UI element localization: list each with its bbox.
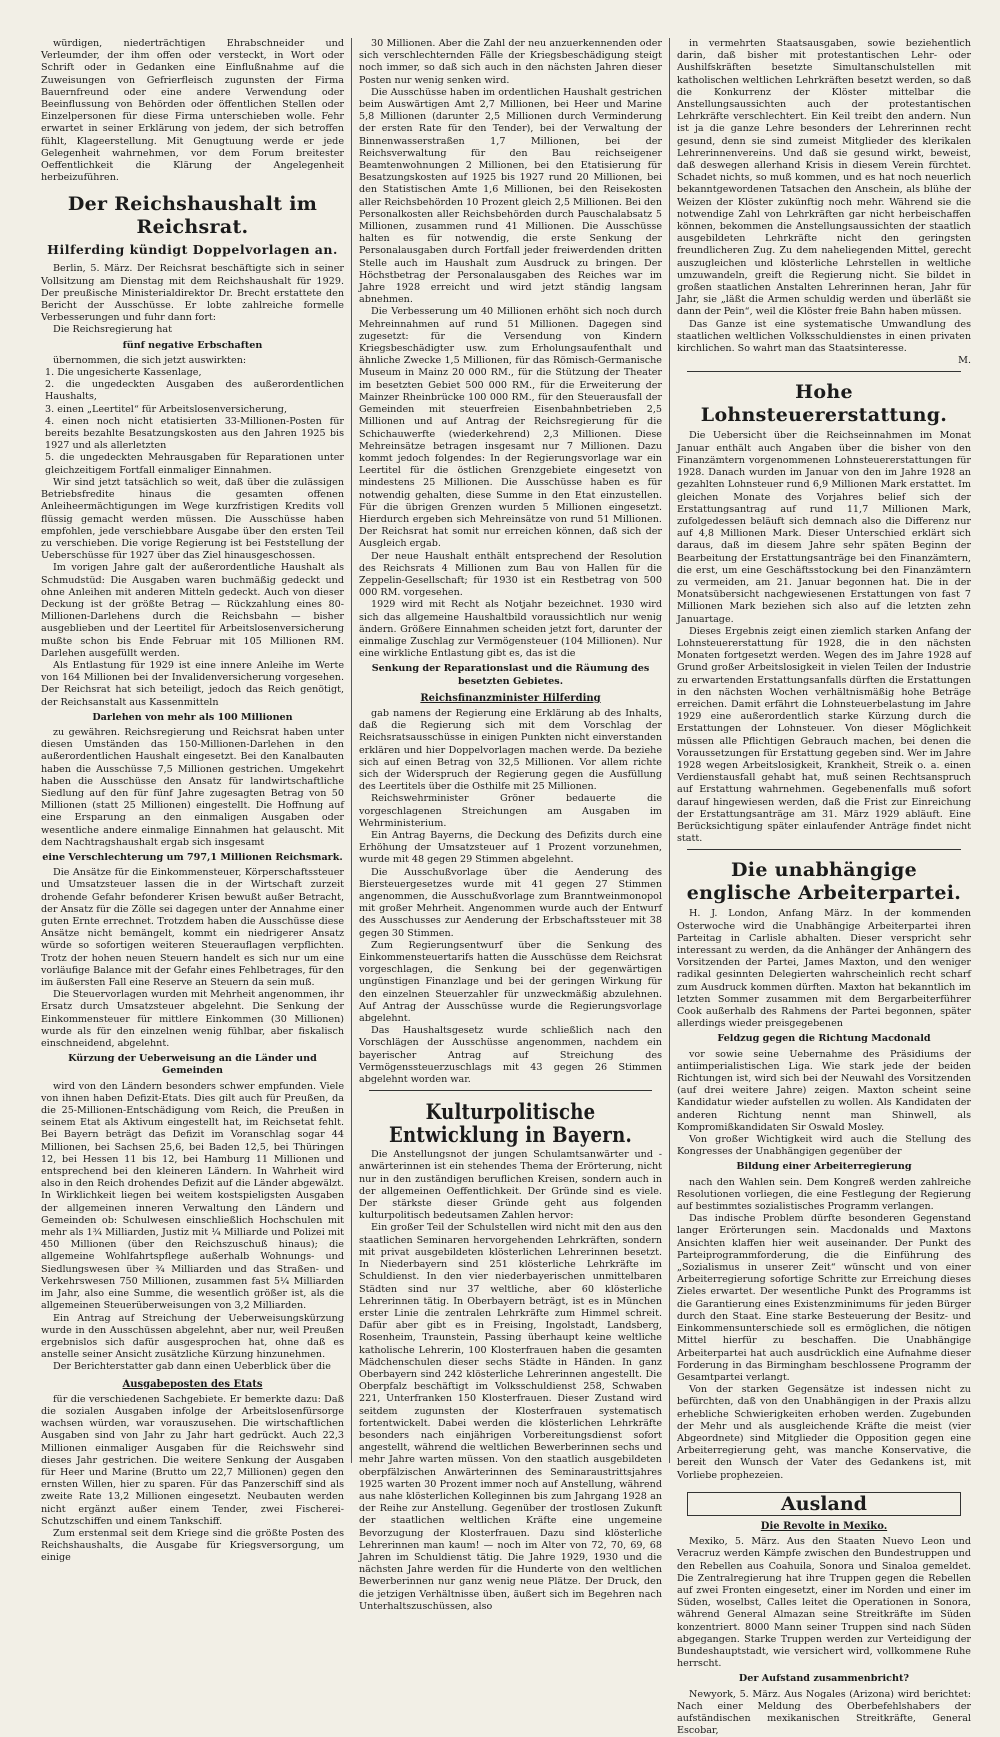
- paragraph: Der Berichterstatter gab dann einen Ueberblick über die: [53, 1361, 331, 1373]
- paragraph: gab namens der Regierung eine Erklärung ab des Inhalts, daß die Regierung sich mit dem Vorschlag der Reichsratsausschüsse in einigen Punkten nicht einverstanden erklären und hier Doppelvorlagen machen werde. Da beziehe sich auf einen Betrag von 32,5 Millionen. Vor allem richte sich der Widerspruch der Regierung gegen die Ausfüllung des Leertitels über die Osthilfe mit 25 Millionen.: [359, 707, 662, 793]
- paragraph: für die verschiedenen Sachgebiete. Er bemerkte dazu: Daß die sozialen Ausgaben infolge der Arbeitslosenfürsorge wachsen würden, war vorauszusehen. Die wirtschaftlichen Ausgaben sind von Jahr zu Jahr hart gedrückt. Auch 22,3 Millionen einmaliger Ausgaben für die Reichswehr sind dieses Jahr gestrichen. Die weitere Senkung der Ausgaben für Heer und Marine (Brutto um 22,7 Millionen) gegen den ernsten Willen, hier zu sparen. Für das Panzerschiff sind als zweite Rate 13,2 Millionen eingesetzt. Neubauten werden nicht ergänzt außer einem Tender, zwei Fischerei-Schutzschiffen und einem Tankschiff.: [41, 1393, 344, 1527]
- section-heading: Bildung einer Arbeiterregierung: [736, 1161, 912, 1173]
- column-3: [670, 38, 978, 1737]
- author-signature: M.: [958, 355, 971, 367]
- section-heading: Darlehen von mehr als 100 Millionen: [92, 711, 293, 723]
- paragraph: Im vorigen Jahre galt der außerordentliche Haushalt als Schmudstüd: Die Ausgaben waren buchmäßig gedeckt und ohne Anleihen mit anderen Mitteln gedeckt. Auch von dieser Deckung ist der größte Betrag — Rückzahlung eines 80-Millionen-Darlehens durch die Reichsbahn — bisher ausgeblieben und der Leertitel für Arbeitslosenversicherung mußte schon bis Ende Februar mit 105 Millionen RM. Darlehen ausgefüllt werden.: [41, 562, 344, 659]
- paragraph: Ein großer Teil der Schulstellen wird nicht mit den aus den staatlichen Seminaren hervorgehenden Lehrkräften, sondern mit privat ausgebildeten klösterlichen Lehrerinnen besetzt. In Niederbayern sind 251 klösterliche Lehrkräfte im Schuldienst. In den vier niederbayerischen unmittelbaren Städten sind nur 37 weltliche, aber 60 klösterliche Lehrerinnen tätig. In Oberbayern beträgt, ist es in München erster Linie die zentralen Lehrkräfte zum Himmel schreit. Dafür aber gibt es in Freising, Ingolstadt, Landsberg, Rosenheim, Traunstein, Passing überhaupt keine weltliche katholische Lehrerin, 100 Klosterfrauen haben die gesamten Mädchenschulen dieser sechs Städte in Händen. In ganz Oberbayern sind 242 klösterliche Lehrerinnen angestellt. Die Oberpfalz beschäftigt im Volksschuldienst 258, Schwaben 221, Unterfranken 150 Klosterfrauen. Dieser Zustand wird seitdem zugunsten der Klosterfrauen systematisch fortentwickelt. Dabei werden die klösterlichen Lehrkräfte besonders nach einjährigen Vorbereitungsdienst sofort angestellt, während die weltlichen Bewerberinnen sechs und mehr Jahre warten müssen. Von den staatlich ausgebildeten oberpfälzischen Anwärterinnen des Seminaraustrittsjahres 1925 warten 30 Prozent immer noch auf Anstellung, während aus nahe klösterlichen Kolleginnen bis zum Jahrgang 1928 an der Reihe zur Anstellung. Gegenüber der trostlosen Zukunft der staatlichen weltlichen Kräfte eine ungemeine Bevorzugung der Klosterfrauen. Dazu sind klösterliche Lehrerinnen man kaum! — noch im Alter von 72, 70, 69, 68 Jahren im Schuldienst tätig. Die Jahre 1929, 1930 und die nächsten Jahre werden für die Hunderte von den weltlichen Bewerberinnen nur ganz wenig neue Plätze. Der Druck, den die jetzigen Verhältnisse üben, äußert sich im Begehren nach Unterhaltszuschüssen, also: [359, 1222, 662, 1612]
- divider: [687, 371, 961, 372]
- paragraph: Das Ganze ist eine systematische Umwandlung des staatlichen weltlichen Volksschuldienstes in einen privaten kirchlichen. So wahrt man das Staatsinteresse.: [677, 318, 971, 355]
- section-heading: Reichsfinanzminister Hilferding: [420, 692, 601, 704]
- headline-reichshaushalt: Der Reichshaushalt im Reichsrat.: [67, 193, 318, 239]
- list-item: 1. Die ungesicherte Kassenlage,: [45, 367, 202, 379]
- paragraph: Das indische Problem dürfte besonderen Gegenstand langer Erörterungen sein. Macdonalds und Maxtons Ansichten klaffen hier weit auseinander. Der Punkt des Parteiprogrammforderung, die die Einführung des „Sozialismus in unserer Zeit“ wünscht und von einer Arbeiterregierung sofortige Schritte zur Erreichung dieses Zieles erwartet. Der wesentliche Punkt des Programms ist die Garantierung eines Existenzminimums für jeden Bürger durch den Staat. Eine starke Besteuerung der Besitz- und Einkommensunterschiede soll es ermöglichen, die nötigen Mittel hierfür zu beschaffen. Die Unabhängige Arbeiterpartei hat auch ausdrücklich eine Aufnahme dieser Forderung in das Birmingham beschlossene Programm der Gesamtpartei verlangt.: [677, 1213, 971, 1383]
- paragraph: wird von den Ländern besonders schwer empfunden. Viele von ihnen haben Defizit-Etats. Dies gilt auch für Preußen, da die 25-Millionen-Entschädigung vom Reich, die Preußen in seinem Etat als Aktivum eingestellt hat, im Reichsetat fehlt. Bei Bayern beträgt das Defizit im Voranschlag sogar 44 Millionen, bei Sachsen 25,6, bei Baden 12,5, bei Thüringen 12, bei Hessen 11 bis 12, bei Hamburg 11 Millionen und entsprechend bei den kleineren Ländern. In Wahrheit wird also in den Reich drohendes Defizit auf die Länder abgewälzt. In Wirklichkeit liegen bei weitem kostspieligsten Ausgaben der allgemeinen inneren Verwaltung den Ländern und Gemeinden ob: Schulwesen einschließlich Hochschulen mit mehr als 1¾ Milliarden, Justiz mit ¼ Milliarde und Polizei mit 450 Millionen (über den Reichszuschuß hinaus); die allgemeine Wohlfahrtspflege außerhalb Wohnungs- und Siedlungswesen über ¾ Milliarden und das Straßen- und Verkehrswesen 750 Millionen, zusammen fast 5¼ Milliarden im Jahr, also eine Summe, die wesentlich größer ist, als die allgemeinen Steuerüberweisungen von 3,2 Milliarden.: [41, 1080, 344, 1312]
- paragraph: Die Anstellungsnot der jungen Schulamtsanwärter und -anwärterinnen ist ein stehendes Thema der Erörterung, nicht nur in den zuständigen beruflichen Kreisen, sondern auch in der allgemeinen Oeffentlichkeit. Der Gründe sind es viele. Der stärkste dieser Gründe geht aus folgenden kulturpolitisch bedeutsamen Zahlen hervor:: [359, 1149, 662, 1222]
- section-box-ausland: Ausland: [687, 1492, 961, 1516]
- headline-lohnsteuer: Hohe Lohnsteuererstattung.: [700, 381, 948, 427]
- list-item: 4. einen noch nicht etatisierten 33-Millionen-Posten für bereits bezahlte Besatzungskosten aus den Jahren 1925 bis 1927 und als allerletzten: [45, 415, 344, 452]
- paragraph: Zum erstenmal seit dem Kriege sind die größte Posten des Reichshaushalts, die Ausgabe für Kriegsversorgung, um einige: [41, 1527, 344, 1564]
- paragraph: Die Ausschüsse haben im ordentlichen Haushalt gestrichen beim Auswärtigen Amt 2,7 Millionen, bei Heer und Marine 5,8 Millionen (darunter 2,5 Millionen durch Verminderung der ersten Rate für den Tender), bei der Verwaltung der Binnenwasserstraßen 1,7 Millionen, bei der Reichsverwaltung für den Bau reichseigener Beamtenwohnungen 2 Millionen, bei den Etatisierung für Besatzungskosten auf 1925 bis 1927 rund 20 Millionen, bei den Statistischen Amte 1,6 Millionen, bei den Reisekosten aller Reichsbehörden 10 Prozent gleich 2,5 Millionen. Bei den Personalkosten aller Reichsbehörden durch Pauschalabsatz 5 Millionen, zusammen rund 41 Millionen. Die Ausschüsse halten es für notwendig, die erste Senkung der Personalausgaben durch Fortfall jeder freiwerdenden dritten Stelle auch im Haushalt zum Ausdruck zu bringen. Der Höchstbetrag der Personalausgaben des Reiches war im Jahre 1928 erreicht und wird jetzt ständig langsam abnehmen.: [359, 86, 662, 306]
- paragraph: Die Uebersicht über die Reichseinnahmen im Monat Januar enthält auch Angaben über die bisher von den Finanzämtern vorgenommenen Lohnsteuererstattungen für 1928. Danach wurden im Januar von den im Jahre 1928 an gezahlten Lohnsteuer rund 6,9 Millionen Mark erstattet. Im gleichen Monate des Vorjahres belief sich der Erstattungsantrag auf rund 11,7 Millionen Mark, zufolgedessen beläuft sich demnach also die Differenz nur auf 4,8 Millionen Mark. Dieser Unterschied erklärt sich daraus, daß im diesem Jahre sehr späten Beginn der Bearbeitung der Erstattungsanträge bei den Finanzämtern, die erst, um eine Geschäftsstockung bei den Finanzämtern zu vermeiden, am 21. Januar begonnen hat. Die in der Monatsübersicht nachgewiesenen Erstattungen von fast 7 Millionen Mark beziehen sich also auf die letzten zehn Januartage.: [677, 430, 971, 625]
- paragraph: Zum Regierungsentwurf über die Senkung des Einkommensteuertarifs hatten die Ausschüsse dem Reichsrat vorgeschlagen, die Senkung bei der gegenwärtigen ungünstigen Finanzlage und bei der geringen Wirkung für den einzelnen Steuerzahler für unzweckmäßig abzulehnen. Auf Antrag der Ausschüsse wurde die Regierungsvorlage abgelehnt.: [359, 939, 662, 1025]
- divider: [687, 849, 961, 850]
- list-item: 5. die ungedeckten Mehrausgaben für Reparationen unter gleichzeitigem Fortfall einmaliger Einnahmen.: [45, 452, 344, 476]
- paragraph: Als Entlastung für 1929 ist eine innere Anleihe im Werte von 164 Millionen bei der Invalidenversicherung vorgesehen. Der Reichsrat hat sich beteiligt, jedoch das Reich genötigt, der Reichsanstalt aus Kassenmitteln: [41, 659, 344, 708]
- paragraph: Die Steuervorlagen wurden mit Mehrheit angenommen, ihr Ersatz durch Umsatzsteuer abgelehnt. Die Senkung der Einkommensteuer für mittlere Einkommen (30 Millionen) wurde als für den einzelnen wenig fühlbar, aber fiskalisch einschneidend, abgelehnt.: [41, 989, 344, 1050]
- paragraph: Dieses Ergebnis zeigt einen ziemlich starken Anfang der Lohnsteuererstattung für 1928, die in den nächsten Monaten fortgesetzt werden. Wegen des im Jahre 1928 auf Grund großer Arbeitslosigkeit in vielen Teilen der Industrie zu erwartenden Erstattungsanfalls dürften die Erstattungen in den nächsten Wochen verhältnismäßig hohe Beträge erreichen. Damit erfährt die Lohnsteuerbelastung im Jahre 1929 eine außerordentlich starke Kürzung durch die Erstattungen der Lohnsteuer. Von dieser Möglichkeit müssen alle Pflichtigen Gebrauch machen, bei denen die Voraussetzungen für Erstattung gegeben sind. Wer im Jahre 1928 wegen Arbeitslosigkeit, Krankheit, Streik o. a. einen Verdienstausfall gehabt hat, muß seinen Rechtsanspruch auf Erstattung wahrnehmen. Gegebenenfalls muß sofort darauf hingewiesen werden, daß die Frist zur Einreichung der Erstattungsanträge am 31. März 1929 abläuft. Eine Berücksichtigung später einlaufender Anträge findet nicht statt.: [677, 625, 971, 845]
- section-heading: Der Aufstand zusammenbricht?: [738, 1673, 910, 1685]
- section-heading: Senkung der Reparationslast und die Räumung des besetzten Gebietes.: [371, 663, 650, 687]
- list-item: 3. einen „Leertitel“ für Arbeitslosenversicherung,: [45, 403, 288, 415]
- paragraph: in vermehrten Staatsausgaben, sowie beziehentlich darin, daß bisher mit protestantischen Lehr- oder Aushilfskräften besetzte Simultanschulstellen mit katholischen weltlichen Lehrkräften besetzt werden, so daß die Konkurrenz der Klöster mittelbar die Anstellungsaussichten auch der protestantischen Lehrkräfte verschlechtert. Ein Keil treibt den andern. Nun ist ja die ganze Lehre besonders der Lehrerinnen recht gesund, denn sie sind zumeist Mitglieder des klerikalen Lehrerinnenvereins. Und daß sie gesund wirkt, beweist, daß deswegen allerhand Krisis in diesem Verein fürchtet. Schadet nichts, so muß kommen, und es hat noch neuerlich bekanntgewordenen Tatsachen den Anschein, als blühe der Weizen der Klöster zukünftig noch mehr. Während sie die notwendige Zahl von Lehrkräften gar nicht herbeischaffen können, bekommen die Anstellungsaussichten der staatlich ausgebildeten Lehrkräfte nicht den geringsten freundlicheren Zug. Zu dem naheliegenden Mittel, gerecht auszugleichen und klösterliche Lehrstellen in weltliche umzuwandeln, greift die Regierung nicht. Sie bildet in großen staatlichen Anstalten Lehrerinnen heran, Jahr für Jahr, sie „läßt die Armen schuldig werden und überläßt sie dann der Pein“, weil die Klöster freie Bahn haben müssen.: [677, 38, 971, 318]
- emphasis-line: fünf negative Erbschaften: [122, 339, 263, 351]
- section-heading: eine Verschlechterung um 797,1 Millionen Reichsmark.: [42, 851, 343, 863]
- column-1: [34, 38, 352, 1564]
- headline-kulturpolitik: Kulturpolitische Entwicklung in Bayern.: [388, 1099, 633, 1148]
- paragraph: vor sowie seine Uebernahme des Präsidiums der antiimperialistischen Liga. Wie stark jede der beiden Richtungen ist, wird sich bei der Neuwahl des Vorsitzenden (auf drei weitere Jahre) zeigen. Maxton scheint seine Kandidatur wieder aufstellen zu wollen. Als Kandidaten der anderen Richtung nennt man Shinwell, als Kompromißkandidaten Sir Oswald Mosley.: [677, 1048, 971, 1133]
- paragraph: Ein Antrag auf Streichung der Ueberweisungskürzung wurde in den Ausschüssen abgelehnt, aber nur, weil Preußen ergebnislos sich dafür ausgesprochen hat, ohne daß es anstelle seiner Ansicht zusätzliche Kürzung hinzunehmen.: [41, 1312, 344, 1361]
- list-item: 2. die ungedeckten Ausgaben des außerordentlichen Haushalts,: [45, 379, 344, 403]
- section-heading: Die Revolte in Mexiko.: [760, 1520, 888, 1532]
- paragraph: Von der starken Gegensätze ist indessen nicht zu befürchten, daß von den Unabhängigen in der Praxis allzu erhebliche Schwierigkeiten erhoben werden. Zugebunden der Mehr und als ausgleichende Kräfte die meist (vier Abgeordnete) sind Mitglieder die Opposition gegen eine Arbeiterregierung geht, was manche Konservative, die bereit den Wunsch der Vater des Gedankens ist, mit Vorliebe prophezeien.: [677, 1384, 971, 1481]
- paragraph: H. J. London, Anfang März. In der kommenden Osterwoche wird die Unabhängige Arbeiterpartei ihren Parteitag in Carlisle abhalten. Dieser verspricht sehr interessant zu werden, da die Anhänger der Anhängern des Vorsitzenden der Partei, James Maxton, und den weniger radikal gesinnten Delegierten wahrscheinlich recht scharf zum Ausdruck kommen dürften. Maxton hat bekanntlich im letzten Sommer zusammen mit dem Bergarbeiterführer Cook außerhalb des Rahmens der Partei begonnen, später allerdings wieder preisgegebenen: [677, 908, 971, 1030]
- paragraph: Die Ausschußvorlage über die Aenderung des Biersteuergesetzes wurde mit 41 gegen 27 Stimmen angenommen, die Ausschußvorlage zum Branntweinmonopol mit großer Mehrheit. Angenommen wurde auch der Entwurf des Ausschusses zur Aenderung der Erbschaftssteuer mit 38 gegen 30 Stimmen.: [359, 866, 662, 939]
- headline-arbeiterpartei: Die unabhängige englische Arbeiterpartei.: [686, 859, 962, 905]
- numbered-list: [41, 367, 344, 477]
- section-heading: Kürzung der Ueberweisung an die Länder und Gemeinden: [68, 1053, 317, 1077]
- section-heading: Feldzug gegen die Richtung Macdonald: [717, 1033, 931, 1045]
- paragraph: Die Reichsregierung hat: [53, 324, 172, 336]
- paragraph: Newyork, 5. März. Aus Nogales (Arizona) wird berichtet: Nach einer Meldung des Oberbefehlshabers der aufständischen mexikanischen Streitkräfte, General Escobar,: [677, 1688, 971, 1737]
- column-container: [34, 38, 978, 1737]
- subheadline-hilferding: Hilferding kündigt Doppelvorlagen an.: [47, 242, 338, 258]
- paragraph: würdigen, niederträchtigen Ehrabschneider und Verleumder, der ihm offen oder versteckt, in Wort oder Schrift oder in Gedanken eine Einflußnahme auf die Zuweisungen von Gefrierfleisch zugunsten der Firma Bauernfreund oder eine andere Verwendung oder Beeinflussung von Behörden oder öffentlichen Stellen oder Einzelpersonen für diese Firma unterschieben wolle. Fehr erwartet in seiner Erklärung von jedem, der sich betroffen fühlt, Klageerstellung. Mit Genugtuung werde er jede Gelegenheit wahrnehmen, vor dem Forum breitester Oeffentlichkeit die Klärung der Angelegenheit herbeizuführen.: [41, 38, 344, 184]
- divider: [369, 1090, 652, 1091]
- paragraph: Von großer Wichtigkeit wird auch die Stellung des Kongresses der Unabhängigen gegenüber der: [677, 1134, 971, 1158]
- paragraph: Ein Antrag Bayerns, die Deckung des Defizits durch eine Erhöhung der Umsatzsteuer auf 1 Prozent vorzunehmen, wurde mit 48 gegen 29 Stimmen abgelehnt.: [359, 830, 662, 866]
- paragraph: Die Ansätze für die Einkommensteuer, Körperschaftssteuer und Umsatzsteuer lassen die in der Wirtschaft zurzeit drohende Gefahr befonderer Krisen bewußt außer Betracht, der Ansatz für die Zölle sei dagegen unter der Annahme einer guten Ernte errechnet. Trotzdem haben die Ausschüsse diese Ansätze nicht bemängelt, kommt ein niedrigerer Ansatz würde so sofortigen weiteren Steuerauflagen verpflichten. Trotz der hohen neuen Steuern handelt es sich nur um eine vorläufige Balance mit der Gefahr eines Fehlbetrages, für den im äußersten Fall eine Reserve an Steuern da sein muß.: [41, 867, 344, 989]
- paragraph: Die Verbesserung um 40 Millionen erhöht sich noch durch Mehreinnahmen auf rund 51 Millionen. Dagegen sind zugesetzt: für die Versendung von Kindern Kriegsbeschädigter usw. zum Erholungsaufenthalt und ähnliche Zwecke 1,5 Millionen, für das Römisch-Germanische Museum in Mainz 20 000 RM., für die Stützung der Theater im besetzten Gebiet 500 000 RM., für die Erweiterung der Mainzer Rheinbrücke 100 000 RM., für den Steuerausfall der Gemeinden mit steuerfreien Eisenbahnbetrieben 2,5 Millionen und auf Antrag der Reichsregierung für die Schichauwerfte (wiederkehrend) 2,3 Millionen. Diese Mehreinsätze betragen insgesamt nur 7 Millionen. Dazu kommt jedoch folgendes: In der Regierungsvorlage war ein Leertitel für die östlichen Grenzgebiete eingesetzt von mindestens 25 Millionen. Die Ausschüsse haben es für notwendig gehalten, diese Summe in den Etat einzustellen. Für die übrigen Grenzen wurden 5 Millionen eingesetzt. Hierdurch ergeben sich Mehreinsätze von rund 51 Millionen. Der Reichsrat hat somit nur erreichen können, daß sich der Ausgleich ergab.: [359, 306, 662, 550]
- paragraph: übernommen, die sich jetzt auswirkten:: [53, 354, 247, 366]
- paragraph: Berlin, 5. März. Der Reichsrat beschäftigte sich in seiner Vollsitzung am Dienstag mit dem Reichshaushalt für 1929. Der preußische Ministerialdirektor Dr. Brecht erstattete den Bericht der Ausschüsse. Er lobte zahlreiche formelle Verbesserungen und fuhr dann fort:: [41, 263, 344, 324]
- paragraph: Der neue Haushalt enthält entsprechend der Resolution des Reichsrats 4 Millionen zum Bau von Hallen für die Zeppelin-Gesellschaft; für 1930 ist ein Restbetrag von 500 000 RM. vorgesehen.: [359, 550, 662, 599]
- paragraph: 1929 wird mit Recht als Notjahr bezeichnet. 1930 wird sich das allgemeine Haushaltbild voraussichtlich nur wenig ändern. Größere Einnahmen scheiden jetzt fort, darunter der einmalige Zuschlag zur Vermögensteuer (104 Millionen). Nur eine wirkliche Entlastung gibt es, das ist die: [359, 599, 662, 660]
- section-heading: Ausgabeposten des Etats: [122, 1378, 263, 1390]
- paragraph: 30 Millionen. Aber die Zahl der neu anzuerkennenden oder sich verschlechternden Fälle der Kriegsbeschädigung steigt noch immer, so daß sich auch in den nächsten Jahren dieser Posten nur wenig senken wird.: [359, 38, 662, 86]
- paragraph: Mexiko, 5. März. Aus den Staaten Nuevo Leon und Veracruz werden Kämpfe zwischen den Bundestruppen und den Rebellen aus Coahuila, Sonora und Sinaloa gemeldet. Die Zentralregierung hat ihre Truppen gegen die Rebellen auf zwei Fronten eingesetzt, einer im Norden und einer im Süden, woselbst, Calles leitet die Operationen in Sonora, während General Almazan seine Streitkräfte im Süden konzentriert. 8000 Mann seiner Truppen sind nach Süden abgegangen. Starke Truppen werden zur Verteidigung der Bundeshauptstadt, wie versichert wird, vollkommene Ruhe herrscht.: [677, 1536, 971, 1670]
- paragraph: Das Haushaltsgesetz wurde schließlich nach den Vorschlägen der Ausschüsse angenommen, nachdem ein bayerischer Antrag auf Streichung des Vermögenssteuerzuschlags mit 43 gegen 26 Stimmen abgelehnt worden war.: [359, 1025, 662, 1086]
- paragraph: Reichswehrminister Gröner bedauerte die vorgeschlagenen Streichungen am Ausgaben im Wehrministerium.: [359, 793, 662, 829]
- paragraph: Wir sind jetzt tatsächlich so weit, daß über die zulässigen Betriebsfredite hinaus die gesamten offenen Anleiheermächtigungen im Wege kurzfristigen Kredits voll flüssig gemacht werden müssen. Die Ausschüsse haben empfohlen, jede verschiebbare Ausgabe über den ersten Teil zu verschieben. Die vorige Regierung ist bei Feststellung der Ueberschüsse für 1927 über das Ziel hinausgeschossen.: [41, 476, 344, 562]
- paragraph: zu gewähren. Reichsregierung und Reichsrat haben unter diesen Umständen das 150-Millionen-Darlehen in den außerordentlichen Haushalt eingesetzt. Bei den Kanalbauten haben die Ausschüsse 7,5 Millionen gestrichen. Umgekehrt haben die Ausschüsse den Ansatz für landwirtschaftliche Siedlung auf den für fünf Jahre zugesagten Betrag von 50 Millionen (statt 25 Millionen) eingestellt. Die Hoffnung auf eine Ersparung an den einmaligen Ausgaben oder wesentliche andere einmalige Einnahmen hat gelauscht. Mit dem Nachtragshaushalt ergab sich insgesamt: [41, 726, 344, 848]
- paragraph: nach den Wahlen sein. Dem Kongreß werden zahlreiche Resolutionen vorliegen, die eine Festlegung der Regierung auf bestimmtes sozialistisches Programm verlangen.: [677, 1176, 971, 1213]
- column-2: [352, 38, 670, 1612]
